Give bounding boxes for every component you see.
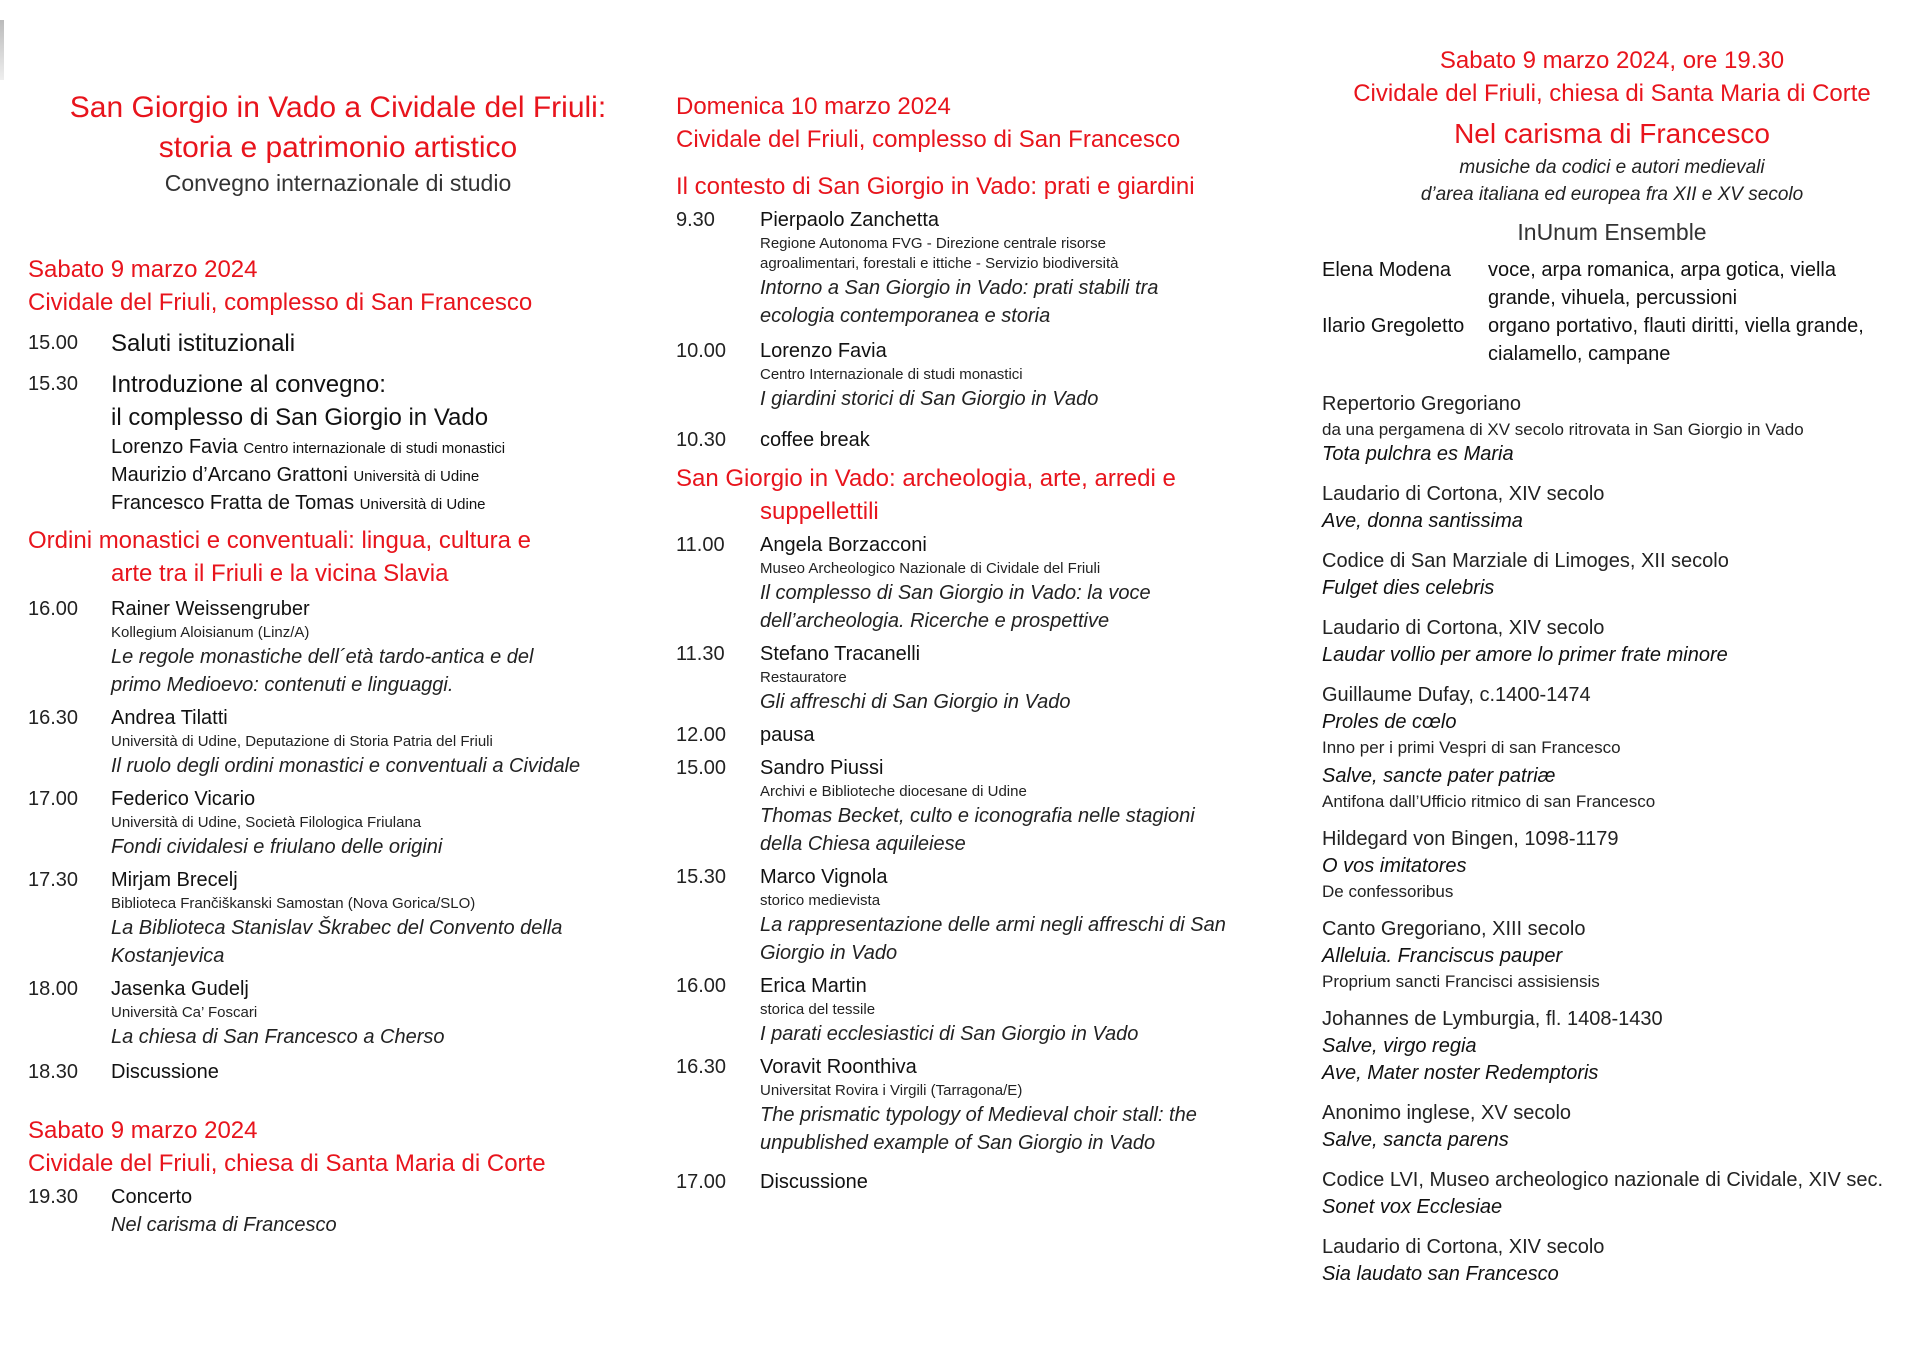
composer-source: Johannes de Lymburgia, fl. 1408-1430 <box>1322 1008 1663 1030</box>
piece-title: Sia laudato san Francesco <box>1322 1263 1559 1285</box>
speaker-name: Mirjam Brecelj <box>111 869 238 891</box>
talk-time: 16.00 <box>28 598 79 620</box>
schedule-time: 15.00 <box>28 332 79 354</box>
performer <box>1322 312 1902 368</box>
concert-place: Cividale del Friuli, chiesa di Santa Maria di Corte <box>1353 80 1871 107</box>
day2-talks-1 <box>676 207 1276 413</box>
speaker-affiliation: Restauratore <box>760 669 847 686</box>
repertoire-note: Proprium sancti Francisci assisiensis <box>1322 972 1600 991</box>
schedule-text: pausa <box>760 724 815 746</box>
speaker-affiliation: Università Ca’ Foscari <box>111 1004 258 1021</box>
composer-source: Laudario di Cortona, XIV secolo <box>1322 617 1605 639</box>
talk-title: La chiesa di San Francesco a Cherso <box>111 1026 445 1048</box>
speaker-affiliation: Università di Udine, Società Filologica Friulana <box>111 814 422 831</box>
talk-title: I parati ecclesiastici di San Giorgio in Vado <box>760 1023 1139 1045</box>
performers <box>1322 256 1902 368</box>
speaker-name: Federico Vicario <box>111 788 256 810</box>
concert-title: Nel carisma di Francesco <box>1454 118 1770 149</box>
talk-title: La Biblioteca Stanislav Škrabec del Convento della <box>111 917 563 939</box>
intro-line-1: Introduzione al convegno: <box>111 371 386 398</box>
section-heading <box>28 524 648 590</box>
schedule-item <box>676 722 1276 749</box>
concert-desc-2: d’area italiana ed europea fra XII e XV secolo <box>1420 184 1804 205</box>
piece-title: Tota pulchra es Maria <box>1322 443 1514 465</box>
talk-time: 17.30 <box>28 869 79 891</box>
speaker-affiliation: Università di Udine, Deputazione di Storia Patria del Friuli <box>111 733 493 750</box>
column-conference-day2 <box>676 0 1276 1196</box>
schedule-item <box>28 1059 648 1086</box>
speaker-name: Marco Vignola <box>760 866 888 888</box>
talk-title: Il ruolo degli ordini monastici e conventuali a Cividale <box>111 755 581 777</box>
talk-body <box>760 973 1276 1048</box>
talk-title: Kostanjevica <box>111 945 225 967</box>
talk-time: 16.30 <box>676 1056 727 1078</box>
section-line-2: arte tra il Friuli e la vicina Slavia <box>111 560 449 587</box>
speaker-name: Lorenzo Favia <box>760 340 887 362</box>
performer-role-line: organo portativo, flauti diritti, viella grande, <box>1488 315 1864 337</box>
schedule-body <box>111 1184 648 1239</box>
speaker-affiliation: Centro internazionale di studi monastici <box>243 440 506 457</box>
repertoire-item <box>1322 1099 1902 1154</box>
schedule-text: Discussione <box>760 1171 868 1193</box>
repertoire-item <box>1322 1166 1902 1221</box>
talk-time: 10.00 <box>676 340 727 362</box>
speaker-affiliation: Kollegium Aloisianum (Linz/A) <box>111 624 310 641</box>
day2-date: Domenica 10 marzo 2024 <box>676 93 951 120</box>
speaker-name: Erica Martin <box>760 975 867 997</box>
talk-time: 18.00 <box>28 978 79 1000</box>
composer-source: Laudario di Cortona, XIV secolo <box>1322 1236 1605 1258</box>
talk-body <box>760 1054 1276 1157</box>
intro-speaker <box>111 434 648 462</box>
intro-line-2: il complesso di San Giorgio in Vado <box>111 404 489 431</box>
speaker-name: Pierpaolo Zanchetta <box>760 209 940 231</box>
talk-time: 17.00 <box>28 788 79 810</box>
speaker-name: Maurizio d’Arcano Grattoni <box>111 464 348 486</box>
talk-body <box>111 705 648 780</box>
repertoire-item <box>1322 825 1902 903</box>
section-line-1: San Giorgio in Vado: archeologia, arte, arredi e <box>676 465 1176 492</box>
talk-item <box>676 641 1276 716</box>
performer-role-line: grande, vihuela, percussioni <box>1488 287 1738 309</box>
talk-time: 15.00 <box>676 757 727 779</box>
talk-item <box>676 864 1276 967</box>
schedule-item <box>676 1169 1276 1196</box>
talk-body <box>111 976 648 1051</box>
composer-source: Anonimo inglese, XV secolo <box>1322 1102 1572 1124</box>
talk-title: The prismatic typology of Medieval choir stall: the <box>760 1104 1197 1126</box>
talk-title: Le regole monastiche dell´età tardo-antica e del <box>111 646 534 668</box>
speaker-name: Voravit Roonthiva <box>760 1056 917 1078</box>
speaker-affiliation: storica del tessile <box>760 1001 876 1018</box>
schedule-text: coffee break <box>760 429 870 451</box>
piece-title: Salve, sancta parens <box>1322 1129 1509 1151</box>
talk-title: I giardini storici di San Giorgio in Vado <box>760 388 1099 410</box>
conference-title <box>28 88 648 168</box>
page-edge-shadow <box>0 20 4 80</box>
performer-name: Ilario Gregoletto <box>1322 315 1465 337</box>
talk-item <box>676 755 1276 858</box>
schedule-item <box>28 327 648 360</box>
talk-time: 16.30 <box>28 707 79 729</box>
day1-date: Sabato 9 marzo 2024 <box>28 256 258 283</box>
repertoire <box>1322 390 1902 1288</box>
repertoire-note: Inno per i primi Vespri di san Francesco <box>1322 738 1621 757</box>
talk-title: Gli affreschi di San Giorgio in Vado <box>760 691 1071 713</box>
speaker-name: Stefano Tracanelli <box>760 643 921 665</box>
day2-talks-2b <box>676 755 1276 1157</box>
talk-body <box>760 207 1276 330</box>
repertoire-item <box>1322 915 1902 993</box>
conference-header <box>28 88 648 197</box>
day1-place: Cividale del Friuli, complesso di San Francesco <box>28 289 533 316</box>
performer-role-line: cialamello, campane <box>1488 343 1671 365</box>
piece-title: Laudar vollio per amore lo primer frate minore <box>1322 644 1728 666</box>
repertoire-item <box>1322 1005 1902 1087</box>
concert-desc-1: musiche da codici e autori medievali <box>1459 157 1765 178</box>
section-line-1: Ordini monastici e conventuali: lingua, cultura e <box>28 527 531 554</box>
talk-item <box>28 596 648 699</box>
speaker-name: Francesco Fratta de Tomas <box>111 492 355 514</box>
schedule-time: 17.00 <box>676 1171 727 1193</box>
composer-source: Codice LVI, Museo archeologico nazionale di Cividale, XIV sec. <box>1322 1169 1884 1191</box>
column-conference-day1 <box>28 0 648 1239</box>
day2-place: Cividale del Friuli, complesso di San Francesco <box>676 126 1181 153</box>
talk-body <box>760 755 1276 858</box>
schedule-item <box>676 427 1276 454</box>
composer-source: Repertorio Gregoriano <box>1322 393 1521 415</box>
schedule-text: Discussione <box>111 1061 219 1083</box>
performer-role <box>1488 312 1864 368</box>
talk-item <box>28 705 648 780</box>
concert-header <box>1322 44 1902 248</box>
intro-speaker <box>111 490 648 518</box>
section-heading <box>676 462 1276 528</box>
talk-body <box>111 596 648 699</box>
speaker-name: Lorenzo Favia <box>111 436 238 458</box>
concert-date: Sabato 9 marzo 2024, ore 19.30 <box>1439 47 1785 74</box>
speaker-name: Rainer Weissengruber <box>111 598 310 620</box>
speaker-affiliation: Centro Internazionale di studi monastici <box>760 366 1023 383</box>
talk-item <box>28 976 648 1051</box>
talk-time: 11.30 <box>676 643 725 665</box>
conference-subtitle: Convegno internazionale di studio <box>164 170 512 196</box>
schedule-text: Saluti istituzionali <box>111 330 296 357</box>
talk-item <box>676 532 1276 635</box>
repertoire-note: da una pergamena di XV secolo ritrovata in San Giorgio in Vado <box>1322 420 1804 439</box>
talk-time: 15.30 <box>676 866 727 888</box>
speaker-name: Angela Borzacconi <box>760 534 927 556</box>
schedule-time: 19.30 <box>28 1186 79 1208</box>
speaker-affiliation: Universitat Rovira i Virgili (Tarragona/E) <box>760 1082 1023 1099</box>
speaker-affiliation: Archivi e Biblioteche diocesane di Udine <box>760 783 1027 800</box>
piece-title: Salve, sancte pater patriæ <box>1322 765 1556 787</box>
talk-body <box>760 864 1276 967</box>
speaker-affiliation: Biblioteca Frančiškanski Samostan (Nova Gorica/SLO) <box>111 895 476 912</box>
talk-body <box>111 867 648 970</box>
concert-label: Concerto <box>111 1186 193 1208</box>
piece-title: Alleluia. Franciscus pauper <box>1322 945 1563 967</box>
talk-body <box>760 641 1276 716</box>
speaker-name: Sandro Piussi <box>760 757 884 779</box>
talk-title: La rappresentazione delle armi negli affreschi di San <box>760 914 1226 936</box>
repertoire-item <box>1322 390 1902 468</box>
piece-title: Ave, Mater noster Redemptoris <box>1322 1062 1599 1084</box>
section-heading: Il contesto di San Giorgio in Vado: prati e giardini <box>676 173 1195 200</box>
talk-title: Il complesso di San Giorgio in Vado: la voce <box>760 582 1151 604</box>
concert-title: Nel carisma di Francesco <box>111 1214 337 1236</box>
performer-name: Elena Modena <box>1322 259 1451 281</box>
title-line-2: storia e patrimonio artistico <box>158 131 518 164</box>
concert-heading <box>28 1114 648 1180</box>
talk-title: della Chiesa aquileiese <box>760 833 966 855</box>
column-concert <box>1322 0 1902 1288</box>
intro-speaker <box>111 462 648 490</box>
schedule-item <box>28 1184 648 1239</box>
performer <box>1322 256 1902 312</box>
day2-talks-2a <box>676 532 1276 716</box>
title-line-1: San Giorgio in Vado a Cividale del Friuli: <box>69 91 607 124</box>
talk-body <box>760 532 1276 635</box>
talk-item <box>676 207 1276 330</box>
ensemble-name: InUnum Ensemble <box>1517 219 1707 245</box>
concert-date: Sabato 9 marzo 2024 <box>28 1117 258 1144</box>
performer-role <box>1488 256 1836 312</box>
piece-title: Sonet vox Ecclesiae <box>1322 1196 1503 1218</box>
talk-item <box>28 786 648 861</box>
repertoire-item <box>1322 614 1902 669</box>
day2-heading <box>676 90 1276 156</box>
talk-title: ecologia contemporanea e storia <box>760 305 1051 327</box>
composer-source: Guillaume Dufay, c.1400-1474 <box>1322 684 1591 706</box>
talk-title: unpublished example of San Giorgio in Vado <box>760 1132 1156 1154</box>
speaker-name: Andrea Tilatti <box>111 707 228 729</box>
talk-item <box>676 973 1276 1048</box>
repertoire-note: Antifona dall’Ufficio ritmico di san Francesco <box>1322 792 1656 811</box>
talk-title: Thomas Becket, culto e iconografia nelle stagioni <box>760 805 1195 827</box>
speaker-affiliation: Università di Udine <box>359 496 486 513</box>
talk-title: primo Medioevo: contenuti e linguaggi. <box>111 674 454 696</box>
composer-source: Hildegard von Bingen, 1098-1179 <box>1322 828 1619 850</box>
day1-talks <box>28 596 648 1051</box>
speaker-affiliation: Museo Archeologico Nazionale di Cividale del Friuli <box>760 560 1101 577</box>
talk-item <box>676 338 1276 413</box>
piece-title: Proles de cœlo <box>1322 711 1457 733</box>
speaker-affiliation: agroalimentari, forestali e ittiche - Servizio biodiversità <box>760 255 1119 272</box>
talk-time: 16.00 <box>676 975 727 997</box>
talk-title: Intorno a San Giorgio in Vado: prati stabili tra <box>760 277 1159 299</box>
schedule-time: 10.30 <box>676 429 727 451</box>
composer-source: Canto Gregoriano, XIII secolo <box>1322 918 1586 940</box>
performer-role-line: voce, arpa romanica, arpa gotica, viella <box>1488 259 1836 281</box>
day1-heading <box>28 253 648 319</box>
repertoire-item <box>1322 547 1902 602</box>
concert-place: Cividale del Friuli, chiesa di Santa Maria di Corte <box>28 1150 546 1177</box>
talk-body <box>111 786 648 861</box>
talk-item <box>676 1054 1276 1157</box>
piece-title: Salve, virgo regia <box>1322 1035 1477 1057</box>
talk-item <box>28 867 648 970</box>
repertoire-item <box>1322 681 1902 813</box>
speaker-name: Jasenka Gudelj <box>111 978 249 1000</box>
talk-title: Fondi cividalesi e friulano delle origini <box>111 836 443 858</box>
composer-source: Laudario di Cortona, XIV secolo <box>1322 483 1605 505</box>
schedule-time: 12.00 <box>676 724 727 746</box>
talk-time: 11.00 <box>676 534 725 556</box>
section-line-2: suppellettili <box>760 498 879 525</box>
schedule-time: 15.30 <box>28 373 79 395</box>
speaker-affiliation: Università di Udine <box>353 468 480 485</box>
speaker-affiliation: Regione Autonoma FVG - Direzione centrale risorse <box>760 235 1106 252</box>
schedule-time: 18.30 <box>28 1061 79 1083</box>
piece-title: Ave, donna santissima <box>1322 510 1523 532</box>
talk-body <box>760 338 1276 413</box>
talk-title: Giorgio in Vado <box>760 942 898 964</box>
speaker-affiliation: storico medievista <box>760 892 881 909</box>
talk-time: 9.30 <box>676 209 715 231</box>
repertoire-note: De confessoribus <box>1322 882 1454 901</box>
talk-title: dell’archeologia. Ricerche e prospettive <box>760 610 1110 632</box>
schedule-item <box>28 368 648 518</box>
piece-title: Fulget dies celebris <box>1322 577 1495 599</box>
piece-title: O vos imitatores <box>1322 855 1467 877</box>
composer-source: Codice di San Marziale di Limoges, XII secolo <box>1322 550 1729 572</box>
schedule-body <box>111 368 648 518</box>
repertoire-item <box>1322 480 1902 535</box>
repertoire-item <box>1322 1233 1902 1288</box>
